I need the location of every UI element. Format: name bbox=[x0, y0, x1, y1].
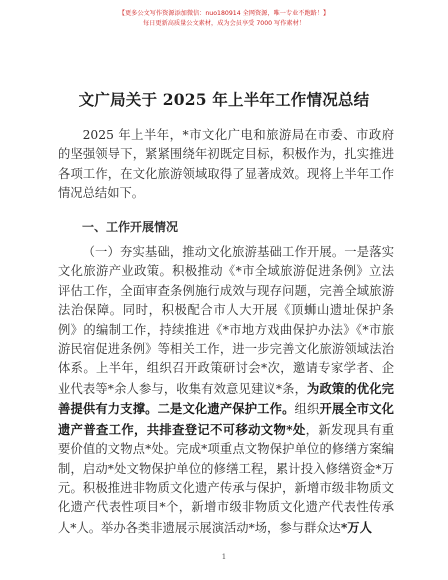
paragraph-1-text-a: （一）夯实基础，推动文化旅游基础工作开展。一是落实文化旅游产业政策。积极推动《*市全域旅游促进条例》立法评估工作，全面审查条例施行成效与现存问题，完善全域旅游法治保障。同时，积极配合市人大开展《顶蛳山遗址保护条例》的编制工作，持续推进《*市地方戏曲保护办法》《*市旅游民宿促进条例》等相关工作，进一步完善文化旅游领域法治体系。上半年，组织召开政策研讨会*次，邀请专家学者、企业代表等*余人参与，收集有效意见建议*条， bbox=[58, 245, 394, 396]
paragraph-1-bold-1: 为政策的优化完善提供有力支撑。二是文化遗产保护工作。 bbox=[58, 380, 394, 417]
section-heading: 一、工作开展情况 bbox=[82, 219, 179, 234]
document-title: 文广局关于 2025 年上半年工作情况总结 bbox=[78, 90, 370, 109]
document-body bbox=[58, 126, 394, 538]
paragraph-1 bbox=[58, 243, 394, 538]
paragraph-1-text-d: ，新发现具有重要价值的文物点*处。完成*项重点文物保护单位的修缮方案编制，启动*处文物保护单位的修缮工程，累计投入修缮资金*万元。积极推进非物质文化遗产传承与保护，新增市级非物质文化遗产代表性项目*个，新增市级非物质文化遗产代表性传承人*人。举办各类非遗展示展演活动*场，参与群众达 bbox=[58, 422, 394, 535]
page-number: 1 bbox=[221, 553, 227, 561]
promo-line-2: 每日更新高质量公文素材，成为会员享受 7000 写作素材！ bbox=[143, 20, 305, 27]
paragraph-1-bold-3: *万人 bbox=[340, 519, 372, 535]
intro-paragraph: 2025 年上半年，*市文化广电和旅游局在市委、市政府的坚强领导下，紧紧围绕年初既定目标，积极作为，扎实推进各项工作，在文化旅游领域取得了显著成效。现将上半年工作情况总结如下。 bbox=[58, 128, 394, 201]
paragraph-1-text-c: 组织 bbox=[294, 402, 320, 417]
promo-banner bbox=[0, 9, 448, 29]
paragraph-1-bold-2: 开展全市文化遗产普查工作，共排查登记不可移动文物*处 bbox=[58, 401, 394, 437]
promo-line-1: 【更多公文写作资源添加微信：nuo180914 全网资源，唯一专业不跑路！】 bbox=[118, 10, 330, 17]
